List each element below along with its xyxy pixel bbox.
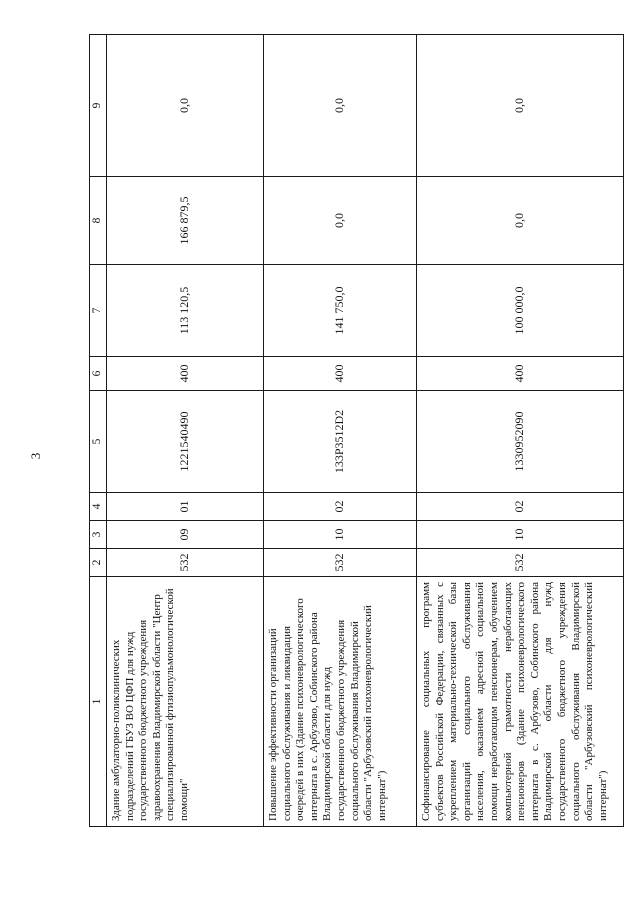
header-cell: 4	[90, 493, 107, 521]
section-code: 09	[107, 521, 264, 549]
table-area	[89, 35, 613, 827]
target-article-code: 133P3512D2	[264, 391, 417, 493]
header-cell: 9	[90, 35, 107, 177]
amount-col8: 166 879,5	[107, 177, 264, 265]
expense-type-code: 400	[264, 357, 417, 391]
target-article-code: 1221540490	[107, 391, 264, 493]
ministry-code: 532	[264, 549, 417, 577]
header-row	[90, 35, 107, 827]
ministry-code: 532	[107, 549, 264, 577]
row-description: Повышение эффективности организаций социального обслуживания и ликвидация очередей в них (Здание психоневрологического интерната в с. Арбузово, Собинского района Владимирской области для нужд государственного бюджетного учреждения социального обслуживания Владимирской области "Арбузовский психоневрологический интернат")	[264, 577, 417, 827]
target-article-code: 1330952090	[417, 391, 624, 493]
amount-col8: 0,0	[264, 177, 417, 265]
amount-col8: 0,0	[417, 177, 624, 265]
amount-col9: 0,0	[264, 35, 417, 177]
table-row	[417, 35, 624, 827]
section-code: 10	[264, 521, 417, 549]
row-description: Здание амбулаторно-поликлинических подразделений ГБУЗ ВО ЦФП для нужд государственного бюджетного учреждения здравоохранения Владимирской области "Центр специализированной фтизиопульмонологической помощи"	[107, 577, 264, 827]
budget-table	[89, 34, 624, 827]
header-cell: 6	[90, 357, 107, 391]
subsection-code: 02	[417, 493, 624, 521]
header-cell: 7	[90, 265, 107, 357]
expense-type-code: 400	[107, 357, 264, 391]
header-cell: 3	[90, 521, 107, 549]
amount-col7: 141 750,0	[264, 265, 417, 357]
row-description: Софинансирование социальных программ субъектов Российской Федерации, связанных с укреплением материально-технической базы организаций социального обслуживания населения, оказанием адресной социальной помощи неработающим пенсионерам, обучением компьютерной грамотности неработающих пенсионеров (Здание психоневрологического интерната в с. Арбузово, Собинского района Владимирской области для нужд государственного бюджетного учреждения социального обслуживания Владимирской области "Арбузовский психоневрологический интернат")	[417, 577, 624, 827]
expense-type-code: 400	[417, 357, 624, 391]
amount-col7: 100 000,0	[417, 265, 624, 357]
table-row	[107, 35, 264, 827]
amount-col9: 0,0	[107, 35, 264, 177]
page-number: 3	[28, 452, 43, 460]
section-code: 10	[417, 521, 624, 549]
table-row	[264, 35, 417, 827]
header-cell: 8	[90, 177, 107, 265]
subsection-code: 02	[264, 493, 417, 521]
amount-col7: 113 120,5	[107, 265, 264, 357]
subsection-code: 01	[107, 493, 264, 521]
header-cell: 5	[90, 391, 107, 493]
table-frame	[89, 35, 613, 827]
amount-col9: 0,0	[417, 35, 624, 177]
header-cell: 2	[90, 549, 107, 577]
ministry-code: 532	[417, 549, 624, 577]
header-cell: 1	[90, 577, 107, 827]
